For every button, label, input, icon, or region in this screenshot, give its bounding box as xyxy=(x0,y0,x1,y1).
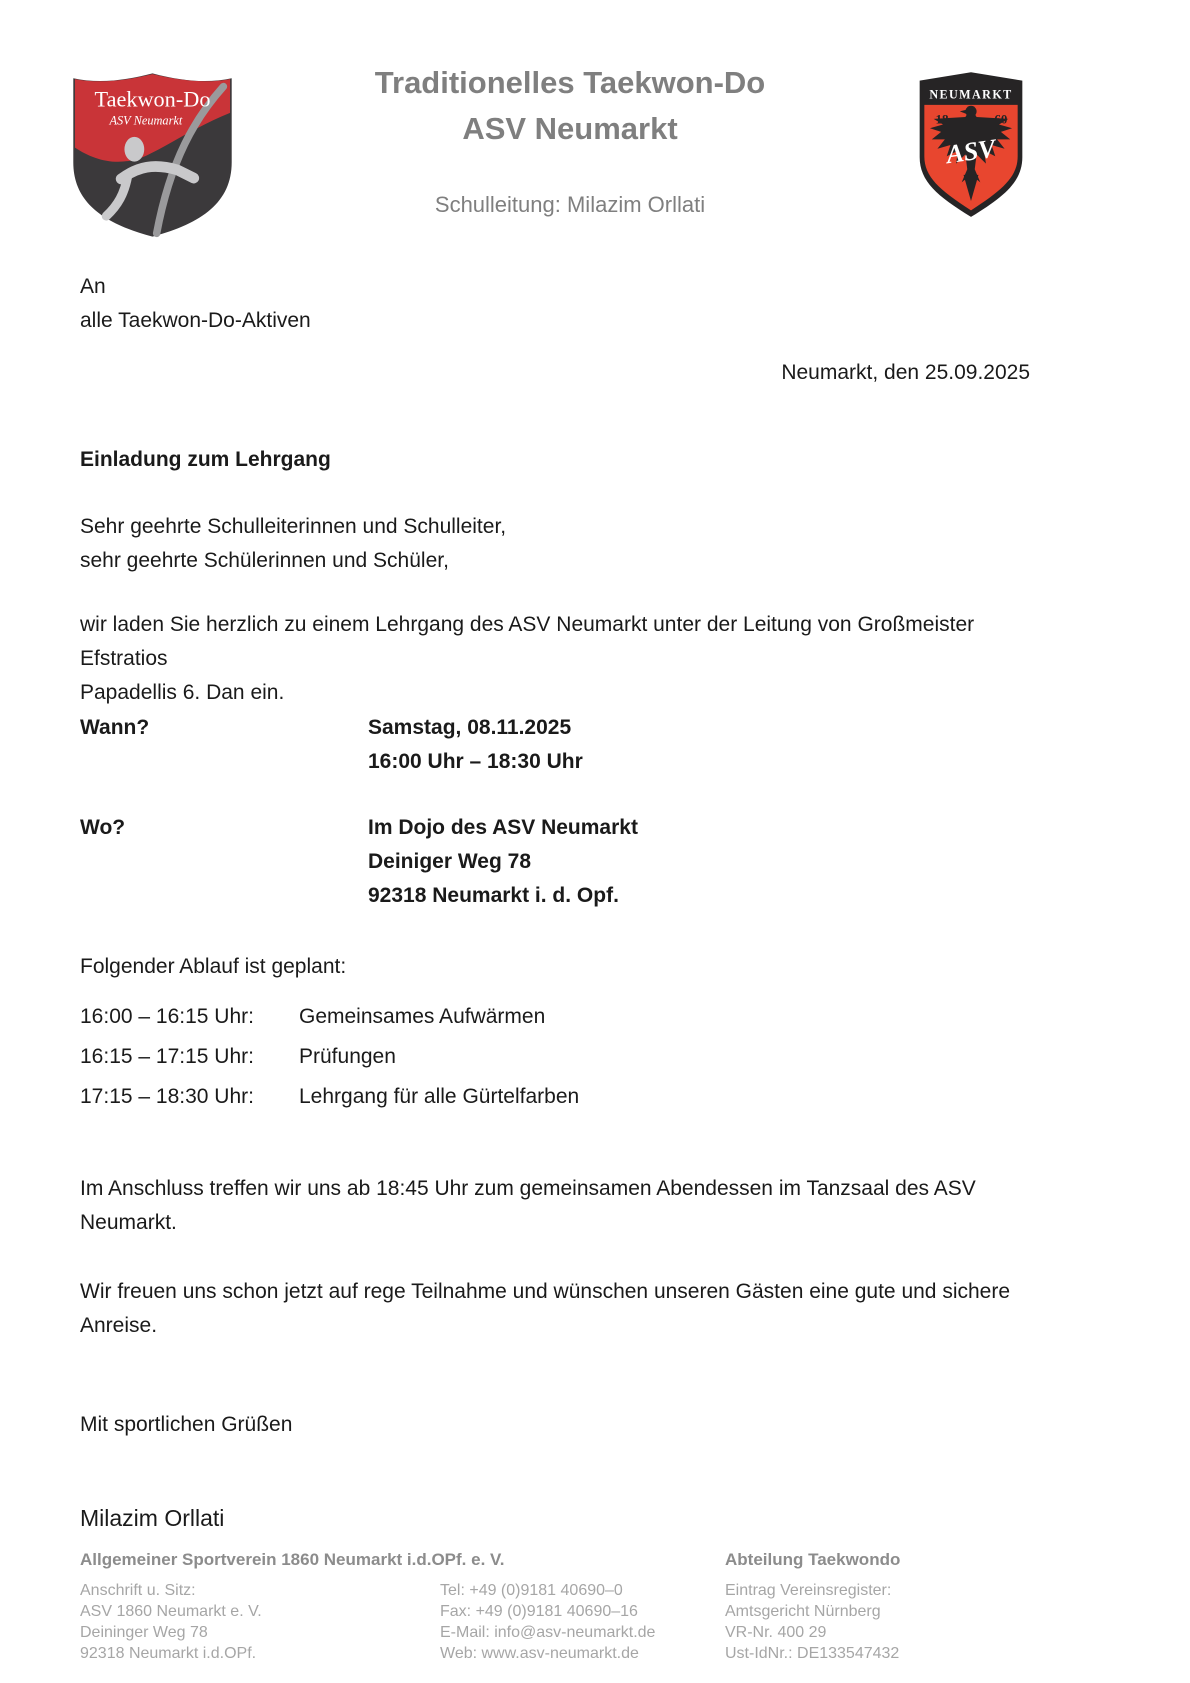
page-title-line2: ASV Neumarkt xyxy=(462,111,678,146)
footer-address-org: ASV 1860 Neumarkt e. V. xyxy=(80,1603,262,1620)
where-block xyxy=(80,811,1030,913)
schedule-time: 16:15 – 17:15 Uhr: xyxy=(80,1045,254,1068)
footer-register-label: Eintrag Vereinsregister: xyxy=(725,1582,892,1599)
where-label: Wo? xyxy=(80,816,126,839)
footer-department-name: Abteilung Taekwondo xyxy=(725,1550,901,1569)
right-crest-banner-text: NEUMARKT xyxy=(929,87,1013,102)
schedule-row xyxy=(80,1080,1030,1114)
footer-address-street: Deininger Weg 78 xyxy=(80,1624,208,1641)
footer-register-column xyxy=(725,1580,1025,1664)
dinner-line1: Im Anschluss treffen wir uns ab 18:45 Uhr zum gemeinsamen Abendessen im Tanzsaal des ASV xyxy=(80,1177,976,1200)
footer-contact-column xyxy=(440,1580,710,1664)
when-label: Wann? xyxy=(80,716,150,739)
left-crest-title-text: Taekwon-Do xyxy=(94,86,211,112)
dateline: Neumarkt, den 25.09.2025 xyxy=(781,361,1030,384)
schedule-heading: Folgender Ablauf ist geplant: xyxy=(80,955,347,978)
schedule-time: 17:15 – 18:30 Uhr: xyxy=(80,1085,254,1108)
right-crest-initials-text: ASV xyxy=(944,133,998,170)
footer-web: Web: www.asv-neumarkt.de xyxy=(440,1645,639,1662)
footer-tel: Tel: +49 (0)9181 40690–0 xyxy=(440,1582,623,1599)
footer-address-column xyxy=(80,1580,410,1664)
footer-address-city: 92318 Neumarkt i.d.OPf. xyxy=(80,1645,257,1662)
wish-line2: Anreise. xyxy=(80,1314,158,1337)
where-street: Deiniger Weg 78 xyxy=(368,850,531,873)
schedule-activity: Prüfungen xyxy=(299,1045,396,1068)
recipient-line-an: An xyxy=(80,275,106,298)
page-title-line1: Traditionelles Taekwon-Do xyxy=(374,65,766,100)
where-venue: Im Dojo des ASV Neumarkt xyxy=(368,816,638,839)
wish-line1: Wir freuen uns schon jetzt auf rege Teilnahme und wünschen unseren Gästen eine gute und sichere xyxy=(80,1280,1011,1303)
salutation-line2: sehr geehrte Schülerinnen und Schüler, xyxy=(80,549,449,572)
footer-register-court: Amtsgericht Nürnberg xyxy=(725,1603,881,1620)
where-city: 92318 Neumarkt i. d. Opf. xyxy=(368,884,619,907)
dinner-line2: Neumarkt. xyxy=(80,1211,177,1234)
left-crest-subtitle-text: ASV Neumarkt xyxy=(109,113,183,128)
wish-paragraph xyxy=(80,1275,1030,1343)
footer-register-number: VR-Nr. 400 29 xyxy=(725,1624,827,1641)
school-leadership-subtitle: Schulleitung: Milazim Orllati xyxy=(434,192,706,217)
where-value xyxy=(368,811,638,913)
when-value xyxy=(368,711,583,779)
intro-paragraph xyxy=(80,608,1030,710)
footer-org-name: Allgemeiner Sportverein 1860 Neumarkt i.d.OPf. e. V. xyxy=(80,1550,505,1569)
footer-address-label: Anschrift u. Sitz: xyxy=(80,1582,196,1599)
schedule-time: 16:00 – 16:15 Uhr: xyxy=(80,1005,254,1028)
dinner-paragraph xyxy=(80,1172,1030,1240)
footer-register-vat: Ust-IdNr.: DE133547432 xyxy=(725,1645,900,1662)
salutation-block xyxy=(80,510,1030,578)
schedule-activity: Gemeinsames Aufwärmen xyxy=(299,1005,546,1028)
salutation-line1: Sehr geehrte Schulleiterinnen und Schulleiter, xyxy=(80,515,507,538)
schedule-row xyxy=(80,1000,1030,1034)
schedule-row xyxy=(80,1040,1030,1074)
schedule-activity: Lehrgang für alle Gürtelfarben xyxy=(299,1085,580,1108)
signoff-line: Mit sportlichen Grüßen xyxy=(80,1413,293,1436)
when-block xyxy=(80,711,1030,779)
footer-email: E-Mail: info@asv-neumarkt.de xyxy=(440,1624,656,1641)
subject-line: Einladung zum Lehrgang xyxy=(80,448,331,471)
signature-name: Milazim Orllati xyxy=(80,1505,225,1531)
when-date: Samstag, 08.11.2025 xyxy=(368,716,572,739)
when-time: 16:00 Uhr – 18:30 Uhr xyxy=(368,750,583,773)
recipient-block xyxy=(80,270,1030,338)
footer-fax: Fax: +49 (0)9181 40690–16 xyxy=(440,1603,638,1620)
intro-line1: wir laden Sie herzlich zu einem Lehrgang des ASV Neumarkt unter der Leitung von Großmeister Efstratios xyxy=(80,613,975,670)
recipient-line-aktive: alle Taekwon-Do-Aktiven xyxy=(80,309,311,332)
intro-line2: Papadellis 6. Dan ein. xyxy=(80,681,285,704)
